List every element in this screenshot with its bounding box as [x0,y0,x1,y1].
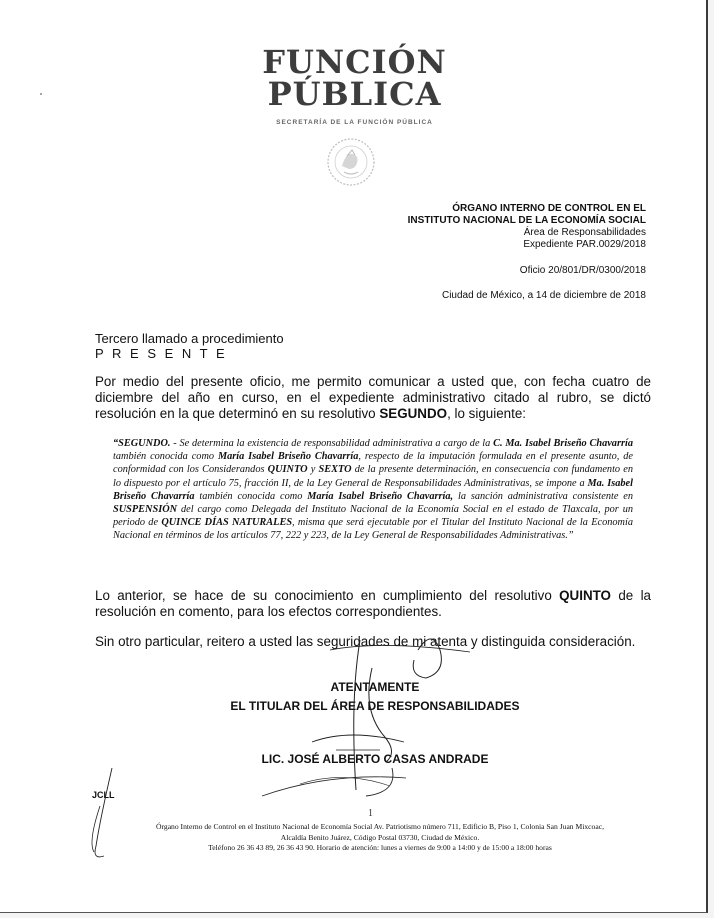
scan-speck [40,93,42,95]
quote-segment: SEXTO [318,464,352,476]
quote-segment: también conocida como [113,451,218,463]
quote-segment: María Isabel Briseño Chavarría [217,451,359,463]
signer-title: EL TITULAR DEL ÁREA DE RESPONSABILIDADES [230,699,520,713]
national-seal-icon [322,136,380,188]
paragraph-2 [95,588,651,620]
quote-segment: QUINTO [267,464,308,476]
quote-segment: - Se determina la existencia de responsabilidad administrativa a cargo de la [170,438,494,449]
paragraph-2-text: Lo anterior, se hace de su conocimiento en cumplimiento del resolutivo [95,588,560,603]
quote-segment: C. Ma. Isabel Briseño Chavarría [493,438,633,449]
quote-segment: , misma que será ejecutable por el Titular del Instituto Nacional de la Economía Nacional en términos de los artículos 77, 222 y 223, de la Ley General de Responsabilidades Administrativas.” [113,517,633,542]
organ-line-2: INSTITUTO NACIONAL DE LA ECONOMÍA SOCIAL [407,215,646,226]
quote-segment: María Isabel Briseño Chavarría, [307,490,454,502]
area-name: Área de Responsabilidades [523,227,646,238]
document-date: Ciudad de México, a 14 de diciembre de 2018 [441,290,646,301]
paragraph-2-end: de la resolución en comento, para los efectos correspondientes. [95,588,651,619]
resolution-quote [113,437,633,543]
footer-line-3: Teléfono 26 36 43 89, 26 36 43 90. Horario de atención: lunes a viernes de 9:00 a 14:00 y de 15:00 a 18:00 horas [208,843,552,852]
quote-segment: QUINCE DÍAS NATURALES [161,517,293,529]
quote-segment: , respecto de la imputación formulada en el presente asunto, de conformidad con los Considerandos [113,451,633,476]
paragraph-1-bold: SEGUNDO [379,406,448,421]
logo-line-1: FUNCIÓN [262,43,447,81]
closing-atentamente: ATENTAMENTE [330,680,420,694]
oficio-number: Oficio 20/801/DR/0300/2018 [519,265,646,276]
organ-line-1: ÓRGANO INTERNO DE CONTROL EN EL [452,203,646,214]
page-number: 1 [368,808,373,819]
paragraph-1 [95,374,651,422]
footer-line-2: Alcaldía Benito Juárez, Código Postal 03730, Ciudad de México. [280,832,480,842]
logo-funcion-publica [262,43,447,113]
paragraph-1-text: Por medio del presente oficio, me permito comunicar a usted que, con fecha cuatro de diciembre del año en curso, en el expediente administrativo citado al rubro, se dictó resolución en la que determinó en su resolutivo [95,374,651,421]
quote-segment: de la presente determinación, en consecuencia con fundamento en lo dispuesto por el artículo 75, fracción II, de la Ley General de Responsabilidades Administrativas, se impone a [113,464,633,489]
recipient [95,331,284,361]
header-block [408,203,646,251]
quote-segment: la sanción administrativa consistente en [453,490,634,502]
paragraph-2-bold: QUINTO [559,588,611,603]
quote-segment: y [307,464,319,476]
paragraph-3: Sin otro particular, reitero a usted las seguridades de mi atenta y distinguida consideración. [95,634,636,649]
signer-name: LIC. JOSÉ ALBERTO CASAS ANDRADE [261,752,489,766]
expediente: Expediente PAR.0029/2018 [523,239,646,250]
recipient-line-1: Tercero llamado a procedimiento [95,331,284,346]
quote-segment: “SEGUNDO. [113,438,171,449]
logo-line-2: PÚBLICA [267,75,442,113]
quote-segment: SUSPENSIÓN [113,504,178,516]
quote-segment: Ma. Isabel Briseño Chavarría [113,477,633,502]
logo-subtitle: SECRETARÍA DE LA FUNCIÓN PÚBLICA [276,119,433,126]
quote-segment: también conocida como [194,490,308,502]
typist-initials: JCLL [92,790,115,800]
footer-address [90,822,670,854]
recipient-line-2: P R E S E N T E [95,346,228,361]
quote-segment: del cargo como Delegada del Instituto Nacional de la Economía Social en el estado de Tlaxcala, por un periodo de [113,504,633,529]
paragraph-1-end: , lo siguiente: [447,406,526,421]
footer-line-1: Órgano Interno de Control en el Instituto Nacional de Economía Social Av. Patriotismo número 711, Edificio B, Piso 1, Colonia San Juan Mixcoac, [156,822,604,831]
